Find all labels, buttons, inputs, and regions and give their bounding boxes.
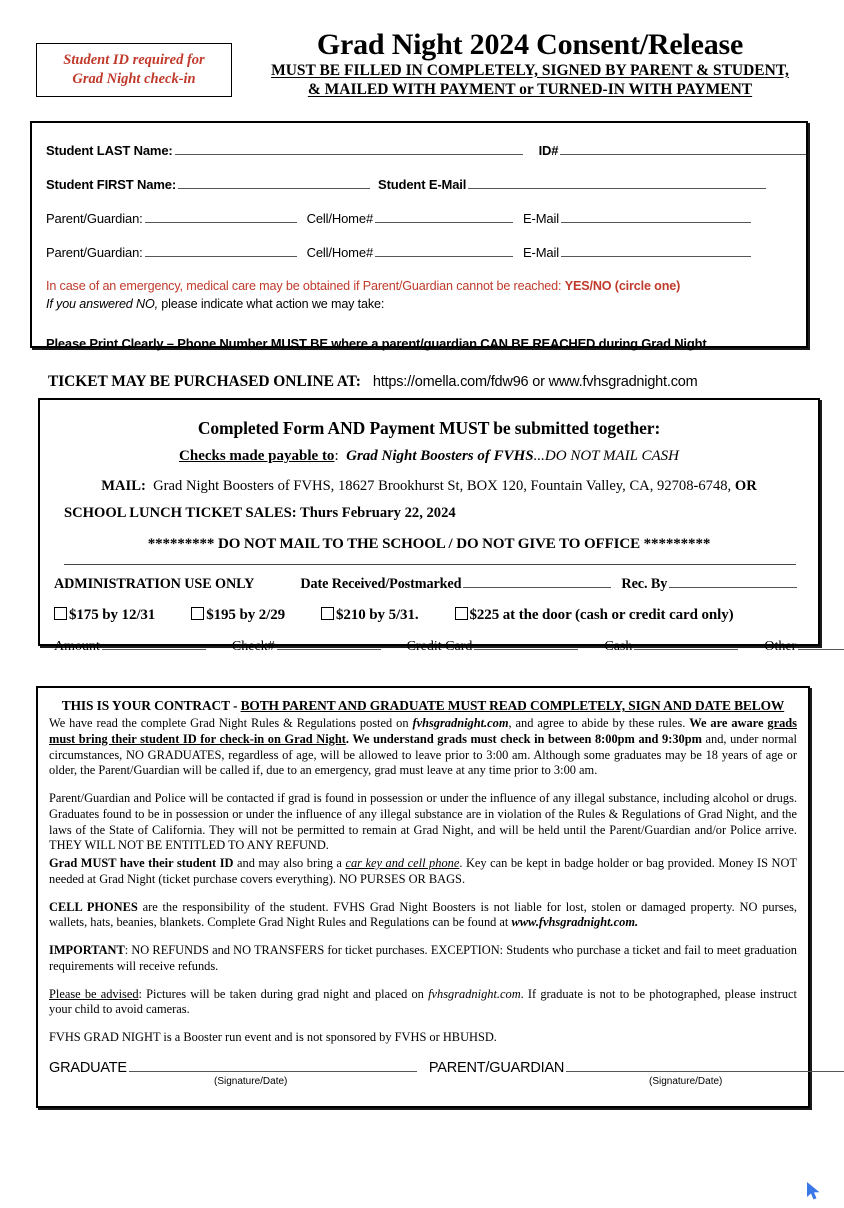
price-option-175-label: $175 by 12/31 bbox=[69, 607, 156, 623]
emergency-no-action-text: please indicate what action we may take: bbox=[157, 297, 385, 311]
graduate-signature-input[interactable] bbox=[129, 1060, 417, 1072]
admin-date-received-input[interactable] bbox=[463, 576, 611, 588]
student-email-input[interactable] bbox=[468, 177, 766, 189]
p3-bold: Grad MUST have their student ID bbox=[49, 856, 234, 870]
p1-site: fvhsgradnight.com bbox=[412, 716, 509, 730]
do-not-mail-warning: ********* DO NOT MAIL TO THE SCHOOL / DO NOT GIVE TO OFFICE ********* bbox=[147, 536, 711, 552]
parent-signature-input[interactable] bbox=[566, 1060, 844, 1072]
mail-address-text: Grad Night Boosters of FVHS, 18627 Brookhurst St, BOX 120, Fountain Valley, CA, 92708-6748, bbox=[153, 478, 732, 494]
subtitle-line-1: MUST BE FILLED IN COMPLETELY, SIGNED BY PARENT & STUDENT, bbox=[271, 61, 789, 79]
checks-no-cash-note: ...DO NOT MAIL CASH bbox=[533, 448, 679, 464]
checkbox-icon[interactable] bbox=[54, 607, 67, 620]
contract-title-plain: THIS IS YOUR CONTRACT - bbox=[61, 698, 241, 713]
cash-input[interactable] bbox=[634, 638, 738, 650]
p5-text-a: : NO REFUNDS and NO TRANSFERS for ticket purchases. EXCEPTION: Students who purchase a ticket and fail to meet graduation requirements will receive refunds. bbox=[49, 943, 797, 973]
admin-rec-by-input[interactable] bbox=[669, 576, 797, 588]
document-header bbox=[0, 28, 844, 118]
graduate-signature-caption: (Signature/Date) bbox=[214, 1075, 288, 1087]
mail-or: OR bbox=[734, 478, 757, 494]
checkbox-icon[interactable] bbox=[321, 607, 334, 620]
student-first-name-input[interactable] bbox=[178, 177, 370, 189]
credit-card-label: Credit Card bbox=[406, 639, 473, 654]
student-id-input[interactable] bbox=[560, 143, 806, 155]
student-last-name-input[interactable] bbox=[175, 143, 523, 155]
parent-cell-home-1-input[interactable] bbox=[375, 211, 513, 223]
emergency-consent-row bbox=[46, 279, 792, 293]
p4-site: www.fvhsgradnight.com. bbox=[511, 915, 639, 930]
contract-paragraph-3 bbox=[49, 856, 797, 888]
subtitle-line-2: & MAILED WITH PAYMENT or TURNED-IN WITH PAYMENT bbox=[307, 80, 753, 98]
price-option-225-label: $225 at the door (cash or credit card only) bbox=[469, 607, 734, 623]
parent-cell-home-1-label: Cell/Home# bbox=[306, 211, 374, 226]
contract-title-underlined: BOTH PARENT AND GRADUATE MUST READ COMPLETELY, SIGN AND DATE BELOW bbox=[240, 698, 785, 713]
p4-bold: CELL PHONES bbox=[49, 899, 138, 914]
mail-address-row bbox=[54, 478, 804, 495]
emergency-consent-text: In case of an emergency, medical care may be obtained if Parent/Guardian cannot be reached: bbox=[46, 279, 562, 293]
student-id-label: ID# bbox=[538, 143, 559, 158]
price-option-210[interactable] bbox=[321, 607, 418, 624]
emergency-no-action-prefix: If you answered NO, bbox=[46, 297, 158, 311]
p4-text-a: are the responsibility of the student. FVHS Grad Night Boosters is not liable for lost, stolen or damaged property. NO purses, wallets, hats, beanies, blankets. Complete Grad Night Rules and Regulations can be found at bbox=[49, 899, 797, 930]
p6-underline: Please be advised bbox=[49, 986, 139, 1001]
payment-instructions-box bbox=[38, 398, 820, 654]
p1-text-c: and, under normal circumstances, NO GRADUATES, regardless of age, will be allowed to leave prior to 3:00 am. Although some graduates may be 18 years of age or older, the Parent/Guardian will be called if, due to an emergency, grad must leave at any time prior to 3:00 am. bbox=[49, 731, 798, 778]
parent-signature-caption: (Signature/Date) bbox=[649, 1075, 723, 1087]
p3-underline: car key and cell phone bbox=[345, 856, 460, 870]
contract-paragraph-1 bbox=[49, 716, 797, 779]
amount-input[interactable] bbox=[102, 638, 206, 650]
parent-cell-home-2-input[interactable] bbox=[375, 245, 513, 257]
p6-site: fvhsgradnight.com bbox=[428, 986, 521, 1001]
contract-paragraph-5 bbox=[49, 943, 797, 975]
parent-guardian-2-label: Parent/Guardian: bbox=[46, 245, 143, 260]
signature-captions bbox=[49, 1076, 797, 1090]
check-number-input[interactable] bbox=[277, 638, 381, 650]
student-info-box bbox=[30, 121, 808, 351]
student-last-name-row bbox=[46, 143, 792, 158]
parent-email-2-input[interactable] bbox=[561, 245, 751, 257]
page-title: Grad Night 2024 Consent/Release bbox=[316, 28, 744, 61]
ticket-purchase-url[interactable]: https://omella.com/fdw96 or www.fvhsgradnight.com bbox=[372, 374, 698, 390]
check-number-label: Check# bbox=[231, 639, 275, 654]
payment-heading: Completed Form AND Payment MUST be submitted together: bbox=[197, 418, 661, 438]
student-id-notice-line1: Student ID required for bbox=[63, 52, 205, 68]
parent-guardian-row-1 bbox=[46, 211, 792, 226]
amount-fields-row bbox=[54, 638, 804, 655]
parent-email-1-label: E-Mail bbox=[523, 211, 559, 226]
student-email-label: Student E-Mail bbox=[378, 177, 467, 192]
parent-signature-label: PARENT/GUARDIAN bbox=[428, 1059, 565, 1076]
parent-email-1-input[interactable] bbox=[561, 211, 751, 223]
other-label: Other bbox=[764, 639, 797, 654]
p3-text-a: and may also bring a bbox=[233, 856, 346, 870]
price-option-175[interactable] bbox=[54, 607, 155, 624]
other-input[interactable] bbox=[798, 638, 844, 650]
contract-paragraph-7: FVHS GRAD NIGHT is a Booster run event and is not sponsored by FVHS or HBUHSD. bbox=[49, 1030, 497, 1044]
admin-use-row bbox=[54, 576, 804, 593]
price-options-row bbox=[54, 607, 804, 624]
student-id-notice-line2: Grad Night check-in bbox=[72, 70, 196, 87]
admin-use-title: ADMINISTRATION USE ONLY bbox=[54, 576, 255, 592]
price-option-195[interactable] bbox=[191, 607, 285, 624]
parent-guardian-1-label: Parent/Guardian: bbox=[46, 211, 143, 226]
price-option-195-label: $195 by 2/29 bbox=[206, 607, 286, 623]
emergency-no-action-row bbox=[46, 297, 792, 311]
parent-guardian-row-2 bbox=[46, 245, 792, 260]
cash-label: Cash bbox=[604, 639, 633, 654]
checks-payable-label: Checks made payable to bbox=[179, 448, 335, 464]
contract-title bbox=[49, 698, 797, 714]
student-id-notice-box bbox=[36, 43, 232, 97]
contract-paragraph-2: Parent/Guardian and Police will be contacted if grad is found in possession or under the influence of any illegal substance, including alcohol or drugs. Graduates found to be in possession or under the influence of any illegal substance are in violation of the Rules & Regulations of Grad Night, and the laws of the State of California. They will not be permitted to remain at Grad Night, and will be held until the Parent/Guardian and/or Police arrive. THEY WILL NOT BE ENTITLED TO ANY REFUND. bbox=[49, 791, 797, 853]
admin-divider bbox=[64, 564, 796, 565]
graduate-signature-label: GRADUATE bbox=[49, 1059, 127, 1076]
contract-paragraph-4 bbox=[49, 900, 797, 932]
credit-card-input[interactable] bbox=[474, 638, 578, 650]
contract-box bbox=[36, 686, 810, 1108]
mail-label: MAIL: bbox=[101, 478, 146, 494]
ticket-purchase-label: TICKET MAY BE PURCHASED ONLINE AT: bbox=[48, 373, 361, 390]
parent-guardian-1-input[interactable] bbox=[145, 211, 297, 223]
price-option-225[interactable] bbox=[455, 607, 734, 624]
title-block bbox=[240, 28, 820, 99]
p1-bold-2: . We understand grads must check in between 8:00pm and 9:30pm bbox=[345, 731, 702, 746]
checks-payee-name: Grad Night Boosters of FVHS bbox=[346, 448, 534, 464]
student-first-name-label: Student FIRST Name: bbox=[46, 177, 177, 192]
p1-bold-underline: grads must bring their student ID for check-in on Grad Night bbox=[49, 716, 797, 746]
school-lunch-sales-row: SCHOOL LUNCH TICKET SALES: Thurs February 22, 2024 bbox=[64, 505, 456, 521]
p3-text-b: . Key can be kept in badge holder or bag provided. Money IS NOT needed at Grad Night (ticket purchase covers everything). NO PURSES OR BAGS. bbox=[49, 856, 797, 886]
price-option-210-label: $210 by 5/31. bbox=[336, 607, 419, 623]
checkbox-icon[interactable] bbox=[455, 607, 468, 620]
p1-bold-1: We are aware bbox=[689, 716, 768, 730]
p1-text-b: , and agree to abide by these rules. bbox=[508, 716, 690, 730]
ticket-purchase-line bbox=[48, 373, 818, 391]
admin-rec-by-label: Rec. By bbox=[621, 576, 668, 592]
print-clearly-notice: Please Print Clearly – Phone Number MUST BE where a parent/guardian CAN BE REACHED during Grad Night bbox=[46, 336, 707, 351]
student-last-name-label: Student LAST Name: bbox=[46, 143, 173, 158]
amount-label: Amount bbox=[54, 639, 100, 654]
parent-email-2-label: E-Mail bbox=[523, 245, 559, 260]
p5-bold: IMPORTANT bbox=[49, 943, 125, 957]
parent-cell-home-2-label: Cell/Home# bbox=[306, 245, 374, 260]
p1-text-a: We have read the complete Grad Night Rules & Regulations posted on bbox=[49, 716, 413, 730]
p6-text-b: . If graduate is not to be photographed, please instruct your child to avoid cameras. bbox=[49, 986, 797, 1017]
emergency-yes-no-option[interactable]: YES/NO (circle one) bbox=[564, 279, 681, 293]
student-first-name-row bbox=[46, 177, 792, 192]
checkbox-icon[interactable] bbox=[191, 607, 204, 620]
p6-text-a: : Pictures will be taken during grad night and placed on bbox=[138, 986, 429, 1001]
signature-row bbox=[49, 1060, 797, 1076]
checks-payable-row bbox=[54, 448, 804, 465]
contract-paragraph-6 bbox=[49, 987, 797, 1019]
admin-date-received-label: Date Received/Postmarked bbox=[300, 576, 462, 592]
parent-guardian-2-input[interactable] bbox=[145, 245, 297, 257]
checks-payable-colon: : bbox=[334, 448, 339, 464]
